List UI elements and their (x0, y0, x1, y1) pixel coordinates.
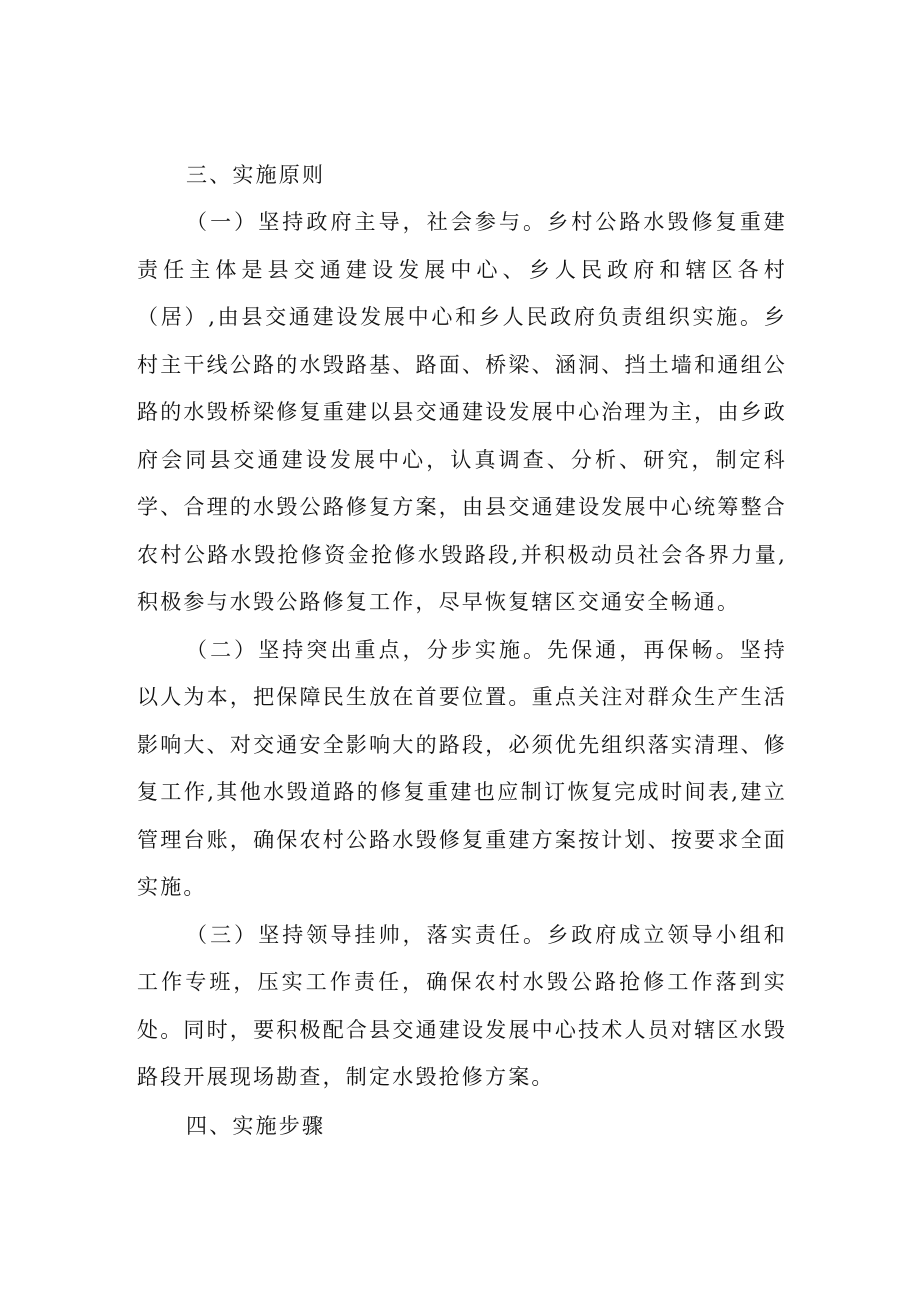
section-heading-principles: 三、实施原则 (186, 163, 326, 187)
paragraph-principle-3: （三）坚持领导挂帅，落实责任。乡政府成立领导小组和工作专班，压实工作责任，确保农村水毁公路抢修工作落到实处。同时，要积极配合县交通建设发展中心技术人员对辖区水毁路段开展现场勘查，制定水毁抢修方案。 (137, 922, 787, 1089)
section-heading-steps: 四、实施步骤 (186, 1114, 326, 1138)
principles-body (137, 199, 787, 1102)
paragraph-principle-2: （二）坚持突出重点，分步实施。先保通，再保畅。坚持以人为本，把保障民生放在首要位置。重点关注对群众生产生活影响大、对交通安全影响大的路段，必须优先组织落实清理、修复工作,其他水毁道路的修复重建也应制订恢复完成时间表,建立管理台账，确保农村公路水毁修复重建方案按计划、按要求全面实施。 (137, 637, 787, 899)
paragraph-principle-1: （一）坚持政府主导，社会参与。乡村公路水毁修复重建责任主体是县交通建设发展中心、乡人民政府和辖区各村（居）,由县交通建设发展中心和乡人民政府负责组织实施。乡村主干线公路的水毁路基、路面、桥梁、涵洞、挡土墙和通组公路的水毁桥梁修复重建以县交通建设发展中心治理为主，由乡政府会同县交通建设发展中心，认真调查、分析、研究，制定科学、合理的水毁公路修复方案，由县交通建设发展中心统筹整合农村公路水毁抢修资金抢修水毁路段,并积极动员社会各界力量,积极参与水毁公路修复工作，尽早恢复辖区交通安全畅通。 (137, 210, 787, 614)
